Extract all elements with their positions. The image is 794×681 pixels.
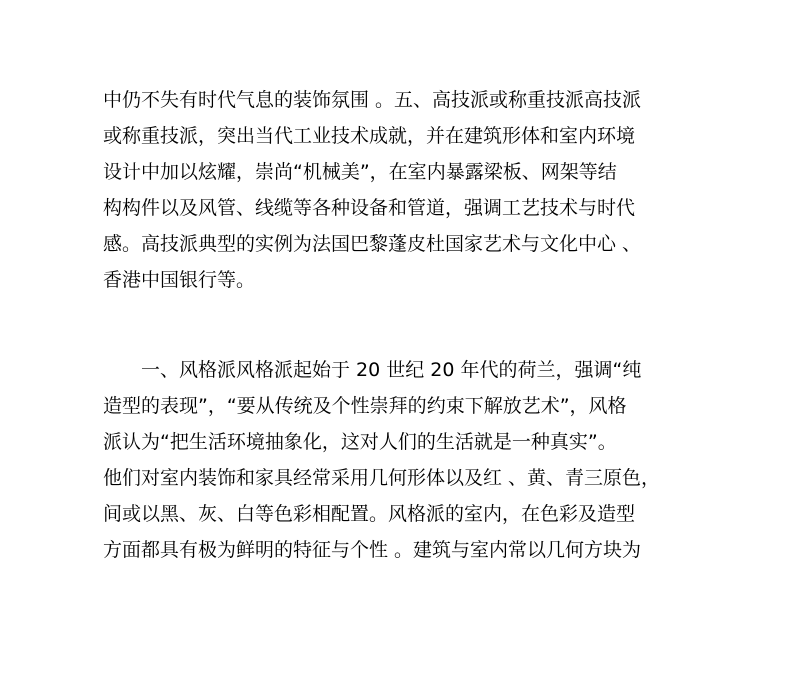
text-line: 香港中国银行等。 (103, 269, 256, 291)
text-line: 中仍不失有时代气息的装饰氛围 。五、高技派或称重技派高技派 (103, 89, 642, 111)
text-line: 间或以黑、灰、白等色彩相配置。风格派的室内，在色彩及造型 (103, 503, 636, 525)
text-line: 方面都具有极为鲜明的特征与个性 。建筑与室内常以几何方块为 (103, 539, 642, 561)
text-line: 造型的表现”，“要从传统及个性崇拜的约束下解放艺术”，风格 (103, 395, 627, 417)
text-line: 一、风格派风格派起始于 20 世纪 20 年代的荷兰，强调“纯 (103, 359, 642, 381)
text-line: 或称重技派，突出当代工业技术成就，并在建筑形体和室内环境 (103, 125, 636, 147)
paragraph-de-stijl (103, 352, 703, 568)
paragraph-high-tech (103, 82, 703, 298)
text-line: 构构件以及风管、线缆等各种设备和管道，强调工艺技术与时代 (103, 197, 636, 219)
text-line: 感。高技派典型的实例为法国巴黎蓬皮杜国家艺术与文化中心 、 (103, 233, 642, 255)
text-line: 派认为“把生活环境抽象化，这对人们的生活就是一种真实”。 (103, 431, 617, 453)
text-line: 他们对室内装饰和家具经常采用几何形体以及红 、黄、青三原色， (103, 467, 661, 489)
text-line: 设计中加以炫耀，崇尚“机械美”，在室内暴露梁板、网架等结 (103, 161, 617, 183)
